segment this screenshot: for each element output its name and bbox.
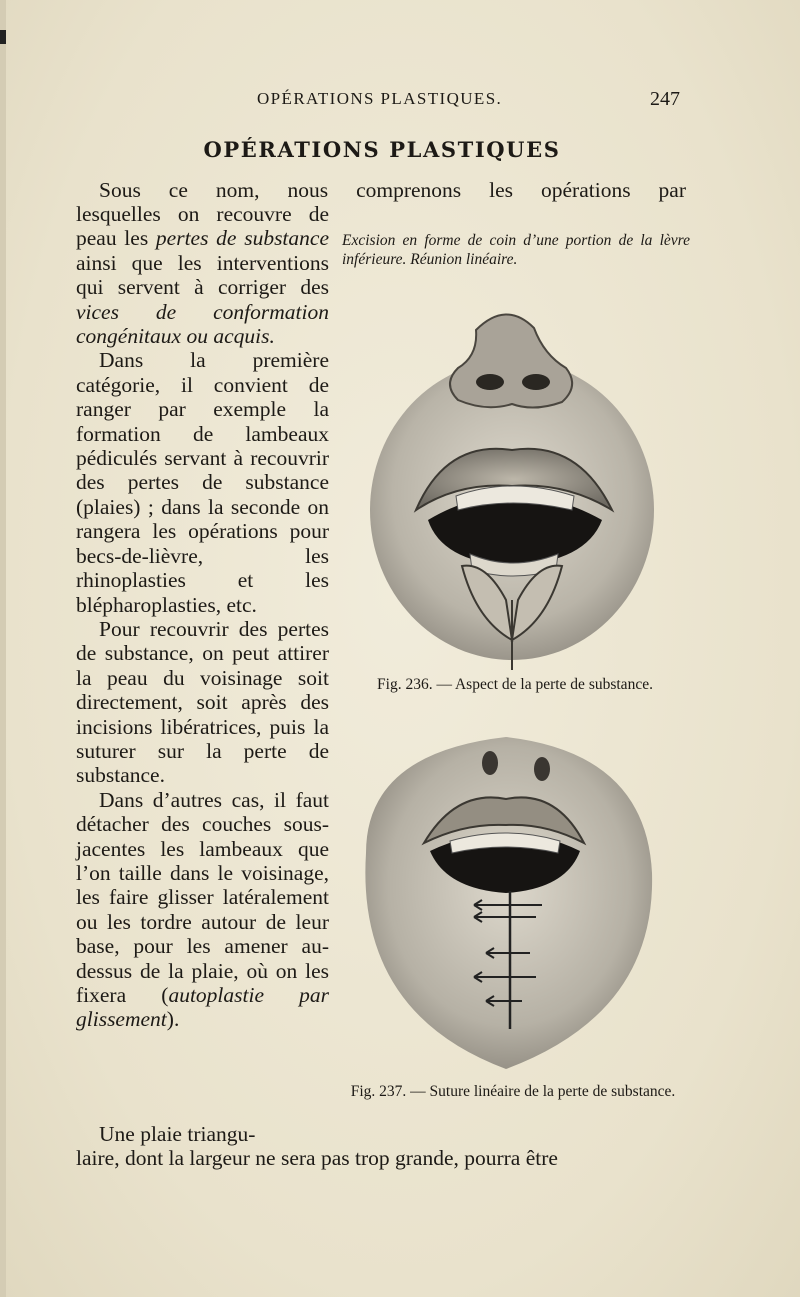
figure-237-caption: Fig. 237. — Suture linéaire de la perte de substance. (350, 1083, 676, 1100)
p4-text-a: Dans d’autres cas, il faut détacher des couches sous-jacentes les lambeaux que l’on taille dans le voisinage, les faire glisser latéralement ou les tordre autour de leur base, pour les amener au-dessus de la plaie, où on les fixera ( (76, 787, 329, 1007)
binding-mark (0, 30, 6, 44)
lead-line (76, 178, 686, 202)
p1-text-c: ainsi que les interventions qui servent à corriger des (76, 250, 329, 300)
lead-text: Sous ce nom, nous comprenons les opérations par (99, 178, 686, 202)
p4-italic-b: autoplastie par glissement (76, 983, 329, 1032)
p4-text-c: ). (166, 1007, 180, 1032)
paragraph-1 (76, 202, 329, 348)
tail-line-2: laire, dont la largeur ne sera pas trop grande, pourra être (76, 1146, 558, 1171)
section-title: OPÉRATIONS PLASTIQUES (203, 137, 561, 162)
p1-italic-d: vices de conformation congénitaux ou acquis. (76, 299, 329, 349)
paragraph-3: Pour recouvrir des pertes de substance, on peut attirer la peau du voisinage soit directement, soit après des incisions libératrices, puis la suturer sur la perte de substance. (76, 616, 329, 788)
main-column (76, 202, 329, 1032)
tail-lines (76, 1122, 686, 1171)
page-spine (0, 0, 6, 1297)
paragraph-2: Dans la première catégorie, il convient de ranger par exemple la formation de lambeaux pédiculés servant à recouvrir des pertes de substance (plaies) ; dans la seconde on rangera les opérations pour becs-de-lièvre, les rhinoplasties et les blépharoplasties, etc. (76, 348, 329, 617)
figure-236-caption: Fig. 236. — Aspect de la perte de substance. (377, 676, 653, 693)
tail-line-1: Une plaie triangu- (99, 1122, 256, 1146)
paragraph-4 (76, 788, 329, 1032)
running-head: OPÉRATIONS PLASTIQUES. (257, 89, 503, 108)
p1-italic-b: pertes de substance (155, 226, 329, 251)
figure-note: Excision en forme de coin d’une portion de la lèvre inférieure. Réunion linéaire. (342, 232, 690, 268)
figure-236-illustration (366, 300, 662, 672)
page-number: 247 (650, 88, 680, 110)
figure-237-illustration (346, 733, 666, 1073)
p1-text-a: lesquelles on recouvre de peau les (76, 202, 329, 251)
